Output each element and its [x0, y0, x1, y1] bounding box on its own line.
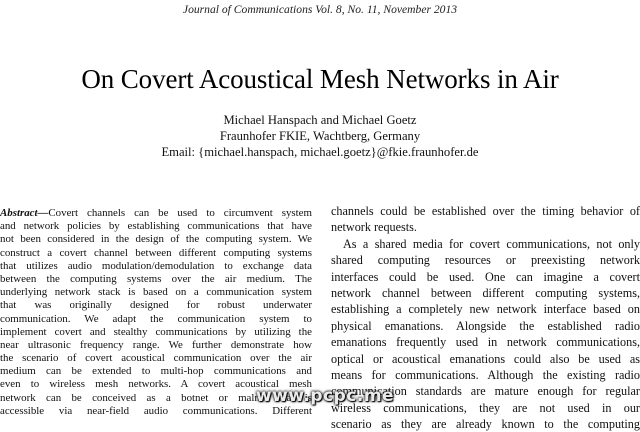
body-line: wireless communications, they are not used in our	[331, 400, 640, 415]
paper-affiliation: Fraunhofer FKIE, Wachtberg, Germany	[219, 129, 421, 143]
body-line: channels could be established over the timing behavior of	[331, 204, 640, 218]
abstract-line: not been considered in the design of the computing system. We	[0, 233, 312, 246]
abstract-line: that was originally designed for robust underwater	[0, 299, 312, 312]
body-line: network channel between different computing systems,	[331, 285, 640, 300]
abstract-line: underlying network stack is based on a communication system	[0, 286, 312, 299]
abstract-line: Abstract—Covert channels can be used to circumvent system	[0, 207, 312, 219]
abstract-line: network can be conceived as a botnet or malnet that is	[0, 391, 312, 404]
body-line: physical emanations. Alongside the established radio	[331, 318, 640, 333]
abstract-line: and network policies by establishing communications that have	[0, 220, 312, 233]
abstract-line: construct a covert channel between different computing systems	[0, 246, 312, 259]
body-line: establishing a completely new network interface based on	[331, 302, 640, 317]
paper-email: Email: {michael.hanspach, michael.goetz}@fkie.fraunhofer.de	[161, 145, 479, 159]
abstract-label: Abstract—	[0, 207, 49, 219]
body-line: optical or acoustical emanations could also be used as	[331, 351, 640, 366]
body-line: scenario as they are already known to the computing	[331, 417, 640, 432]
abstract-column	[0, 207, 312, 418]
body-line: network requests.	[331, 220, 417, 235]
paper-title: On Covert Acoustical Mesh Networks in Air	[81, 64, 559, 94]
abstract-line: accessible via near-field audio communications. Different	[0, 404, 312, 417]
watermark: www.pcpc.me	[255, 386, 395, 406]
body-line: As a shared media for covert communications, not only	[343, 236, 640, 251]
body-line: interfaces could be used. One can imagine a covert	[331, 269, 640, 284]
body-line: shared computing resources or preexisting network	[331, 253, 640, 268]
abstract-line: medium can be extended to multi-hop communications and	[0, 365, 312, 378]
abstract-line: implement covert and stealthy communications by utilizing the	[0, 325, 312, 338]
body-line: means for communications. Although the existing radio	[331, 367, 640, 382]
body-line: communication standards are mature enough for regular	[331, 384, 640, 399]
abstract-line: even to wireless mesh networks. A covert acoustical mesh	[0, 378, 312, 391]
body-line: emanations frequently used in network communications,	[331, 335, 640, 350]
abstract-line: that utilizes audio modulation/demodulation to exchange data	[0, 259, 312, 272]
abstract-line: between the computing systems over the air medium. The	[0, 272, 312, 285]
journal-header: Journal of Communications Vol. 8, No. 11, November 2013	[182, 3, 458, 16]
body-right-column	[331, 203, 640, 432]
abstract-line: communication. We adapt the communication system to	[0, 312, 312, 325]
paper-authors: Michael Hanspach and Michael Goetz	[223, 113, 417, 127]
abstract-line: the scenario of covert acoustical communication over the air	[0, 352, 312, 365]
abstract-line: near ultrasonic frequency range. We further demonstrate how	[0, 338, 312, 351]
